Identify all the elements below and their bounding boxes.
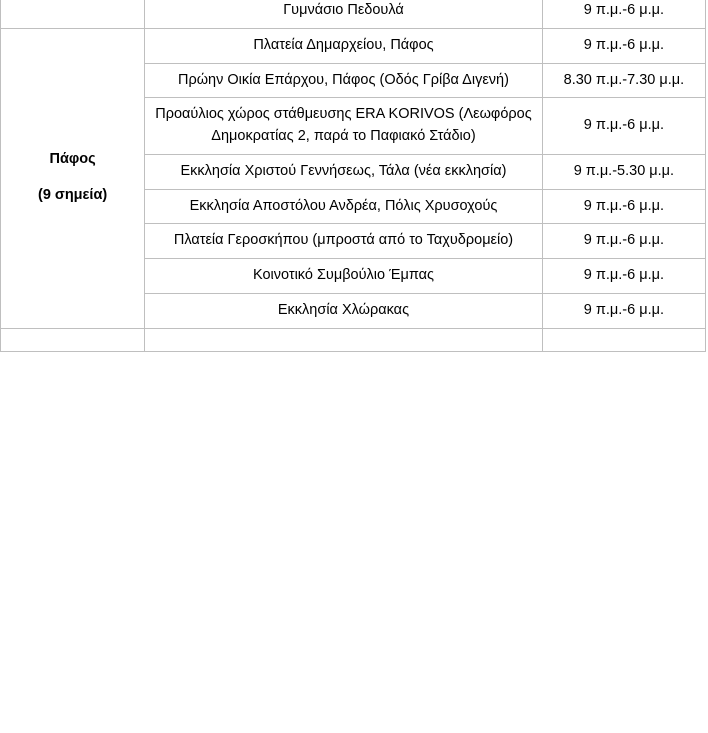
hours-cell: 9 π.μ.-6 μ.μ. [542,293,705,328]
region-count: (9 σημεία) [37,187,108,204]
hours-cell-continued [542,328,705,351]
region-spacer-cell [1,0,145,28]
table-row [1,0,706,28]
place-cell: Προαύλιος χώρος στάθμευσης ERA KORIVOS (Λεωφόρος Δημοκρατίας 2, παρά το Παφιακό Στάδιο) [145,98,543,155]
hours-cell: 9 π.μ.-6 μ.μ. [542,259,705,294]
place-cell: Εκκλησία Χλώρακας [145,293,543,328]
vaccination-points-table [0,0,706,352]
hours-cell: 9 π.μ.-6 μ.μ. [542,224,705,259]
place-cell: Εκκλησία Αποστόλου Ανδρέα, Πόλις Χρυσοχούς [145,189,543,224]
place-cell: Πλατεία Γεροσκήπου (μπροστά από το Ταχυδρομείο) [145,224,543,259]
region-cell [1,28,145,328]
hours-cell: 9 π.μ.-6 μ.μ. [542,28,705,63]
place-cell: Κοινοτικό Συμβούλιο Έμπας [145,259,543,294]
hours-cell: 9 π.μ.-6 μ.μ. [542,98,705,155]
place-cell: Πλατεία Δημαρχείου, Πάφος [145,28,543,63]
table-body [1,0,706,351]
place-cell: Γυμνάσιο Πεδουλά [145,0,543,28]
place-cell: Εκκλησία Χριστού Γεννήσεως, Τάλα (νέα εκκλησία) [145,154,543,189]
hours-cell: 9 π.μ.-5.30 μ.μ. [542,154,705,189]
table-row [1,28,706,63]
region-name: Πάφος [49,151,96,168]
place-cell-continued [145,328,543,351]
place-cell: Πρώην Οικία Επάρχου, Πάφος (Οδός Γρίβα Διγενή) [145,63,543,98]
hours-cell: 9 π.μ.-6 μ.μ. [542,189,705,224]
hours-cell: 8.30 π.μ.-7.30 μ.μ. [542,63,705,98]
table-row-partial [1,328,706,351]
region-cell-continued [1,328,145,351]
hours-cell: 9 π.μ.-6 μ.μ. [542,0,705,28]
